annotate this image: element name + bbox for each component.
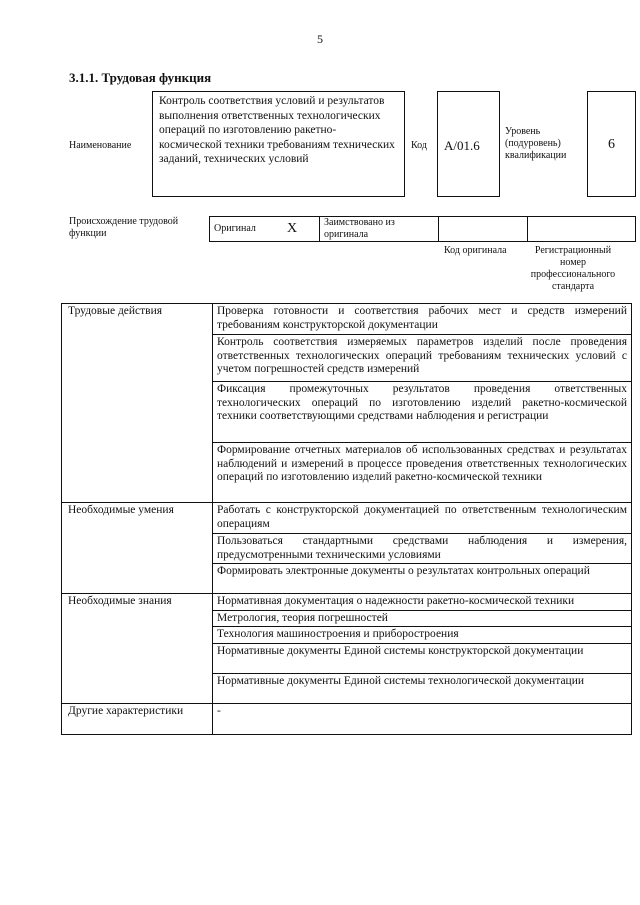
table-row [62,594,632,611]
origin-table [209,216,636,242]
original-mark: X [283,217,320,242]
page-number: 5 [317,32,323,46]
table-row [62,703,632,734]
section-heading: 3.1.1. Трудовая функция [69,70,212,85]
row-value: Фиксация промежуточных результатов проведения ответственных технологических операций по изготовлению изделий ракетно-космической техники соответствующими средствами наблюдения и регистрации [213,382,632,443]
row-value: Проверка готовности и соответствия рабочих мест и средств измерений требованиям конструкторской документации [213,304,632,335]
original-code-cell [439,217,528,242]
row-value: Технология машиностроения и приборостроения [213,627,632,644]
row-value: Работать с конструкторской документацией по ответственным технологическим операциям [213,503,632,534]
row-label: Необходимые умения [62,503,213,594]
row-value: Нормативные документы Единой системы конструкторской документации [213,643,632,673]
original-label: Оригинал [210,217,284,242]
row-value: Контроль соответствия измеряемых параметров изделий после проведения ответственных технологических операций требованиям технических условий с учетом погрешностей средств измерений [213,335,632,382]
code-original-caption: Код оригинала [444,245,507,256]
borrowed-label: Заимствовано из оригинала [320,217,439,242]
row-value: Нормативные документы Единой системы технологической документации [213,673,632,703]
level-value: 6 [587,91,636,197]
function-details-table [61,303,632,735]
table-row [62,304,632,335]
code-label: Код [411,140,427,151]
row-value: Пользоваться стандартными средствами наблюдения и измерения, предусмотренными техническими условиями [213,534,632,564]
reg-number-caption: Регистрационный номер профессионального стандарта [530,245,616,292]
row-value: - [213,703,632,734]
origin-label: Происхождение трудовой функции [69,216,179,239]
row-value: Метрология, теория погрешностей [213,610,632,627]
row-label: Трудовые действия [62,304,213,503]
row-value: Формирование отчетных материалов об использованных средствах и результатах наблюдений и измерений в процессе проведения ответственных технологических операций по изготовлению изделий ракетно-космической техники [213,443,632,503]
level-label: Уровень (подуровень) квалификации [505,126,567,161]
name-label: Наименование [69,140,132,151]
row-label: Другие характеристики [62,703,213,734]
row-value: Формировать электронные документы о результатах контрольных операций [213,564,632,594]
code-value: A/01.6 [437,91,500,197]
row-label: Необходимые знания [62,594,213,704]
reg-number-cell [528,217,636,242]
table-row [62,503,632,534]
row-value: Нормативная документация о надежности ракетно-космической техники [213,594,632,611]
name-value: Контроль соответствия условий и результатов выполнения ответственных технологических операций по изготовлению ракетно-космической техники требованиям технических заданий, технических условий [152,91,405,197]
